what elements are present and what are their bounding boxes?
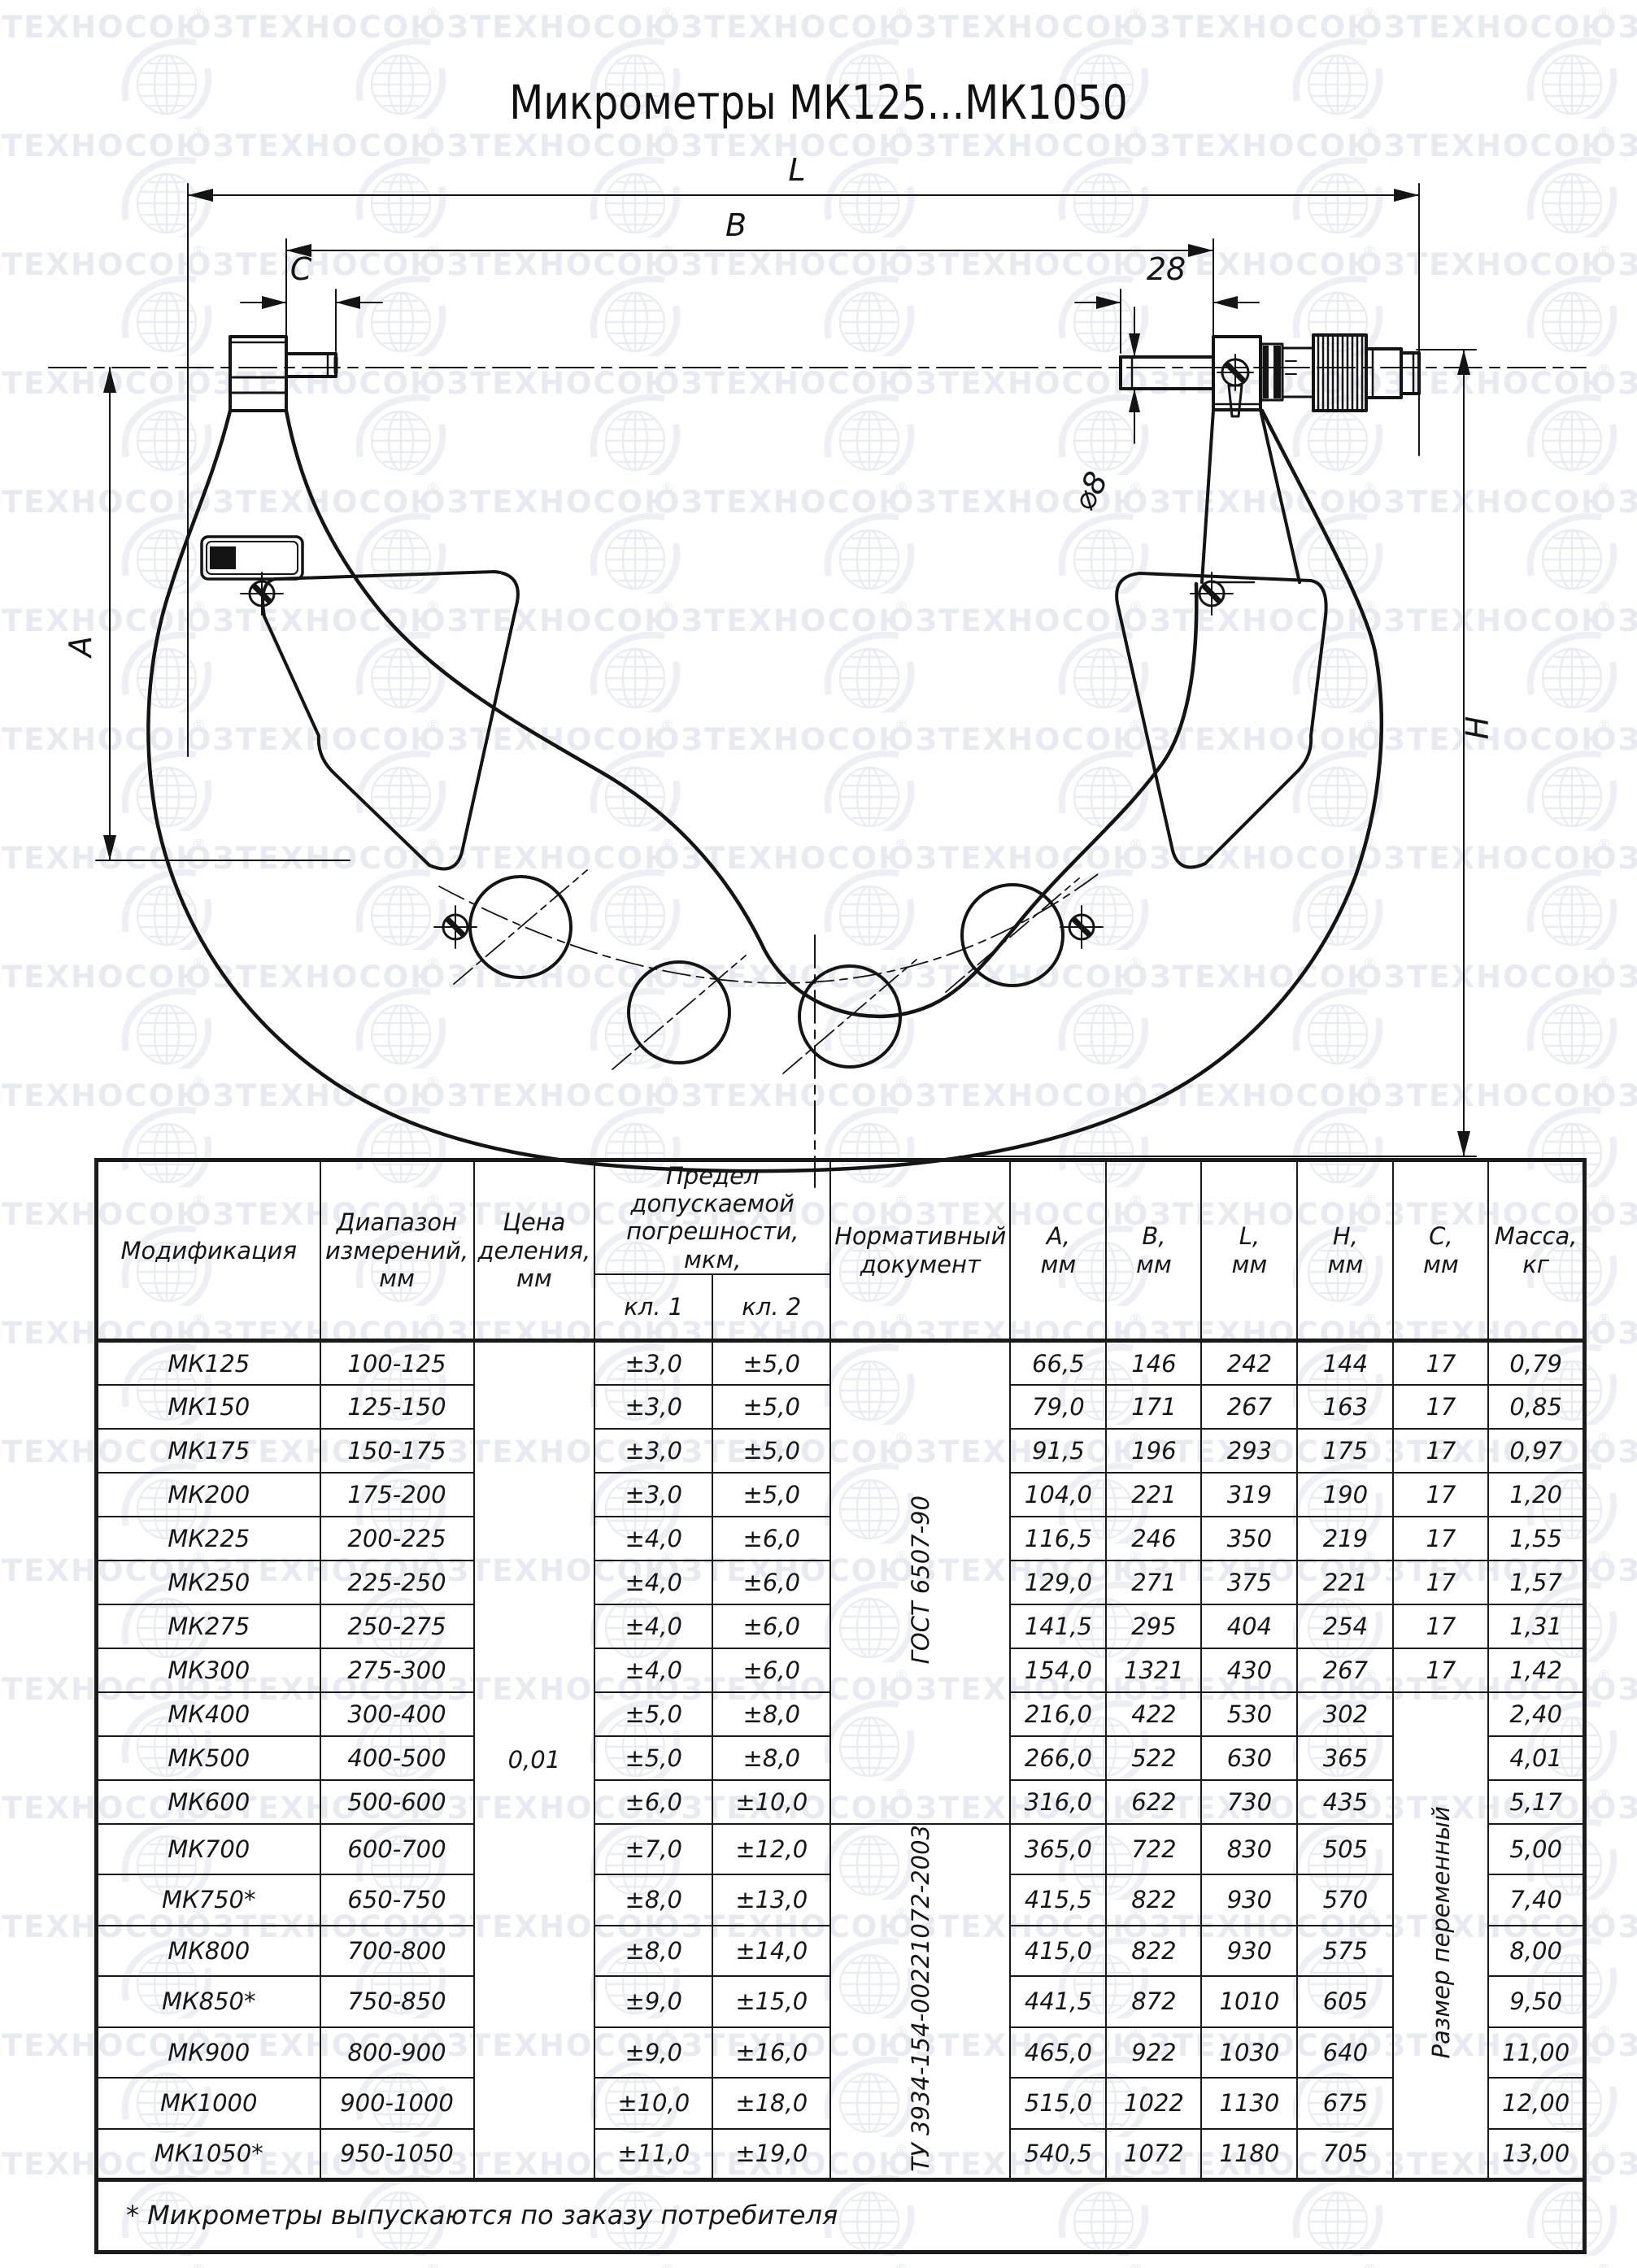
cell-class1: ±5,0 [594, 1736, 712, 1780]
cell-class1: ±7,0 [594, 1824, 712, 1874]
cell-range: 500-600 [320, 1780, 474, 1824]
cell-H: 144 [1297, 1341, 1393, 1385]
cell-class1: ±5,0 [594, 1692, 712, 1736]
cell-H: 190 [1297, 1473, 1393, 1517]
cell-class2: ±5,0 [712, 1341, 830, 1385]
cell-H: 570 [1297, 1874, 1393, 1925]
cell-B: 146 [1106, 1341, 1201, 1385]
cell-class2: ±6,0 [712, 1517, 830, 1561]
cell-H: 575 [1297, 1926, 1393, 1976]
cell-B: 622 [1106, 1780, 1201, 1824]
cell-modification: МК275 [97, 1604, 320, 1648]
cell-range: 225-250 [320, 1561, 474, 1604]
cell-B: 246 [1106, 1517, 1201, 1561]
cell-H: 605 [1297, 1976, 1393, 2026]
cell-B: 922 [1106, 2027, 1201, 2078]
cell-class2: ±5,0 [712, 1473, 830, 1517]
cell-A: 66,5 [1010, 1341, 1106, 1385]
cell-B: 271 [1106, 1561, 1201, 1604]
cell-L: 730 [1201, 1780, 1297, 1824]
cell-A: 266,0 [1010, 1736, 1106, 1780]
cell-B: 422 [1106, 1692, 1201, 1736]
cell-modification: МК225 [97, 1517, 320, 1561]
cell-B: 872 [1106, 1976, 1201, 2026]
cell-L: 530 [1201, 1692, 1297, 1736]
cell-range: 100-125 [320, 1341, 474, 1385]
cell-H: 221 [1297, 1561, 1393, 1604]
table-row [97, 1824, 1585, 1874]
cell-B: 822 [1106, 1926, 1201, 1976]
cell-mass: 0,97 [1488, 1429, 1584, 1473]
cell-B: 822 [1106, 1874, 1201, 1925]
cell-range: 750-850 [320, 1976, 474, 2026]
cell-modification: МК850* [97, 1976, 320, 2026]
cell-range: 650-750 [320, 1874, 474, 1925]
cell-class2: ±6,0 [712, 1648, 830, 1692]
cell-A: 415,5 [1010, 1874, 1106, 1925]
cell-C: 17 [1393, 1385, 1488, 1429]
cell-class2: ±6,0 [712, 1561, 830, 1604]
cell-C: 17 [1393, 1517, 1488, 1561]
cell-H: 175 [1297, 1429, 1393, 1473]
cell-modification: МК1000 [97, 2078, 320, 2128]
spec-table [94, 1158, 1587, 2254]
cell-L: 293 [1201, 1429, 1297, 1473]
cell-A: 365,0 [1010, 1824, 1106, 1874]
dim-label-C: C [290, 251, 312, 287]
cell-range: 900-1000 [320, 2078, 474, 2128]
cell-modification: МК1050* [97, 2129, 320, 2179]
cell-L: 404 [1201, 1604, 1297, 1648]
cell-class2: ±19,0 [712, 2129, 830, 2179]
cell-class2: ±8,0 [712, 1736, 830, 1780]
cell-mass: 0,85 [1488, 1385, 1584, 1429]
cell-L: 1030 [1201, 2027, 1297, 2078]
cell-L: 430 [1201, 1648, 1297, 1692]
cell-mass: 9,50 [1488, 1976, 1584, 2026]
cell-B: 221 [1106, 1473, 1201, 1517]
col-header-A: А, мм [1010, 1160, 1106, 1341]
cell-modification: МК150 [97, 1385, 320, 1429]
cell-class1: ±3,0 [594, 1385, 712, 1429]
cell-class1: ±4,0 [594, 1604, 712, 1648]
cell-C: 17 [1393, 1341, 1488, 1385]
cell-L: 930 [1201, 1926, 1297, 1976]
cell-B: 171 [1106, 1385, 1201, 1429]
cell-class2: ±6,0 [712, 1604, 830, 1648]
cell-class2: ±18,0 [712, 2078, 830, 2128]
col-header-mass: Масса, кг [1488, 1160, 1584, 1341]
cell-modification: МК200 [97, 1473, 320, 1517]
cell-class1: ±4,0 [594, 1561, 712, 1604]
cell-modification: МК125 [97, 1341, 320, 1385]
cell-class1: ±9,0 [594, 2027, 712, 2078]
cell-L: 350 [1201, 1517, 1297, 1561]
cell-mass: 4,01 [1488, 1736, 1584, 1780]
cell-L: 830 [1201, 1824, 1297, 1874]
cell-H: 705 [1297, 2129, 1393, 2179]
cell-L: 630 [1201, 1736, 1297, 1780]
cell-range: 150-175 [320, 1429, 474, 1473]
cell-modification: МК600 [97, 1780, 320, 1824]
cell-B: 295 [1106, 1604, 1201, 1648]
cell-L: 1130 [1201, 2078, 1297, 2128]
cell-C-merged: Размер переменный [1393, 1692, 1488, 2179]
cell-C: 17 [1393, 1429, 1488, 1473]
cell-modification: МК800 [97, 1926, 320, 1976]
cell-class1: ±4,0 [594, 1517, 712, 1561]
cell-modification: МК175 [97, 1429, 320, 1473]
cell-class1: ±3,0 [594, 1429, 712, 1473]
cell-range: 275-300 [320, 1648, 474, 1692]
cell-A: 515,0 [1010, 2078, 1106, 2128]
cell-H: 640 [1297, 2027, 1393, 2078]
cell-class1: ±3,0 [594, 1473, 712, 1517]
cell-mass: 13,00 [1488, 2129, 1584, 2179]
frame-screws [241, 572, 1233, 948]
cell-class1: ±8,0 [594, 1874, 712, 1925]
cell-modification: МК700 [97, 1824, 320, 1874]
cell-range: 800-900 [320, 2027, 474, 2078]
cell-class1: ±10,0 [594, 2078, 712, 2128]
col-header-normative-doc: Нормативный документ [830, 1160, 1010, 1341]
bow-holes [439, 870, 1098, 1073]
cell-doc-gost: ГОСТ 6507-90 [830, 1341, 1010, 1824]
cell-mass: 0,79 [1488, 1341, 1584, 1385]
col-header-class1: кл. 1 [594, 1274, 712, 1341]
cell-price-division: 0,01 [474, 1341, 595, 2179]
cell-L: 319 [1201, 1473, 1297, 1517]
cell-A: 465,0 [1010, 2027, 1106, 2078]
dim-label-28: 28 [1146, 251, 1186, 287]
cell-B: 1072 [1106, 2129, 1201, 2179]
cell-mass: 5,17 [1488, 1780, 1584, 1824]
cell-modification: МК750* [97, 1874, 320, 1925]
cell-range: 700-800 [320, 1926, 474, 1976]
cell-class2: ±5,0 [712, 1385, 830, 1429]
cell-mass: 8,00 [1488, 1926, 1584, 1976]
cell-C: 17 [1393, 1604, 1488, 1648]
col-header-price-division: Цена деления, мм [474, 1160, 595, 1341]
cell-mass: 1,20 [1488, 1473, 1584, 1517]
dimension-lines [96, 184, 1476, 1156]
cell-A: 104,0 [1010, 1473, 1106, 1517]
cell-C: 17 [1393, 1473, 1488, 1517]
micrometer-frame [148, 335, 1419, 1171]
cell-range: 200-225 [320, 1517, 474, 1561]
cell-modification: МК300 [97, 1648, 320, 1692]
col-header-L: L, мм [1201, 1160, 1297, 1341]
table-footnote: * Микрометры выпускаются по заказу потребителя [97, 2179, 1585, 2252]
dim-label-H: H [1460, 716, 1496, 740]
cell-class1: ±11,0 [594, 2129, 712, 2179]
cell-mass: 5,00 [1488, 1824, 1584, 1874]
cell-class2: ±15,0 [712, 1976, 830, 2026]
col-header-B: В, мм [1106, 1160, 1201, 1341]
cell-mass: 2,40 [1488, 1692, 1584, 1736]
cell-A: 415,0 [1010, 1926, 1106, 1976]
cell-mass: 1,42 [1488, 1648, 1584, 1692]
cell-mass: 11,00 [1488, 2027, 1584, 2078]
cell-B: 196 [1106, 1429, 1201, 1473]
cell-modification: МК900 [97, 2027, 320, 2078]
cell-class1: ±3,0 [594, 1341, 712, 1385]
cell-class1: ±8,0 [594, 1926, 712, 1976]
cell-class2: ±8,0 [712, 1692, 830, 1736]
cell-mass: 7,40 [1488, 1874, 1584, 1925]
cell-mass: 1,31 [1488, 1604, 1584, 1648]
cell-class2: ±13,0 [712, 1874, 830, 1925]
cell-H: 365 [1297, 1736, 1393, 1780]
cell-mass: 12,00 [1488, 2078, 1584, 2128]
col-header-range: Диапазон измерений, мм [320, 1160, 474, 1341]
col-header-modification: Модификация [97, 1160, 320, 1341]
cell-class2: ±12,0 [712, 1824, 830, 1874]
cell-H: 254 [1297, 1604, 1393, 1648]
cell-modification: МК500 [97, 1736, 320, 1780]
cell-mass: 1,55 [1488, 1517, 1584, 1561]
cell-A: 216,0 [1010, 1692, 1106, 1736]
cell-L: 267 [1201, 1385, 1297, 1429]
cell-A: 154,0 [1010, 1648, 1106, 1692]
cell-H: 219 [1297, 1517, 1393, 1561]
cell-H: 675 [1297, 2078, 1393, 2128]
cell-modification: МК250 [97, 1561, 320, 1604]
cell-range: 300-400 [320, 1692, 474, 1736]
cell-L: 1010 [1201, 1976, 1297, 2026]
table-row [97, 1341, 1585, 1385]
cell-range: 125-150 [320, 1385, 474, 1429]
cell-A: 316,0 [1010, 1780, 1106, 1824]
cell-A: 116,5 [1010, 1517, 1106, 1561]
cell-range: 250-275 [320, 1604, 474, 1648]
cell-H: 302 [1297, 1692, 1393, 1736]
dim-label-L: L [788, 152, 806, 188]
cell-A: 441,5 [1010, 1976, 1106, 2026]
cell-doc-tu: ТУ 3934-154-00221072-2003 [830, 1824, 1010, 2179]
cell-L: 375 [1201, 1561, 1297, 1604]
cell-A: 129,0 [1010, 1561, 1106, 1604]
spec-table-wrap [94, 1158, 1587, 2254]
cell-class1: ±9,0 [594, 1976, 712, 2026]
col-header-class2: кл. 2 [712, 1274, 830, 1341]
cell-class2: ±5,0 [712, 1429, 830, 1473]
cell-modification: МК400 [97, 1692, 320, 1736]
cell-B: 1022 [1106, 2078, 1201, 2128]
cell-class2: ±10,0 [712, 1780, 830, 1824]
cell-range: 950-1050 [320, 2129, 474, 2179]
dim-label-dia8: ⌀8 [1065, 465, 1115, 517]
dim-label-B: B [725, 207, 747, 243]
col-header-tolerance: Предел допускаемой погрешности, мкм, [594, 1160, 830, 1274]
cell-H: 505 [1297, 1824, 1393, 1874]
dim-label-A: A [63, 636, 98, 657]
cell-A: 540,5 [1010, 2129, 1106, 2179]
cell-class2: ±14,0 [712, 1926, 830, 1976]
cell-B: 522 [1106, 1736, 1201, 1780]
cell-A: 91,5 [1010, 1429, 1106, 1473]
cell-class1: ±6,0 [594, 1780, 712, 1824]
cell-C: 17 [1393, 1648, 1488, 1692]
col-header-H: Н, мм [1297, 1160, 1393, 1341]
cell-A: 79,0 [1010, 1385, 1106, 1429]
cell-H: 267 [1297, 1648, 1393, 1692]
cell-mass: 1,57 [1488, 1561, 1584, 1604]
col-header-C: С, мм [1393, 1160, 1488, 1341]
cell-B: 1321 [1106, 1648, 1201, 1692]
cell-H: 435 [1297, 1780, 1393, 1824]
cell-range: 400-500 [320, 1736, 474, 1780]
cell-H: 163 [1297, 1385, 1393, 1429]
cell-B: 722 [1106, 1824, 1201, 1874]
cell-C: 17 [1393, 1561, 1488, 1604]
cell-class2: ±16,0 [712, 2027, 830, 2078]
cell-class1: ±4,0 [594, 1648, 712, 1692]
cell-range: 175-200 [320, 1473, 474, 1517]
cell-L: 1180 [1201, 2129, 1297, 2179]
page-title: Микрометры МК125...МК1050 [509, 75, 1128, 130]
cell-range: 600-700 [320, 1824, 474, 1874]
cell-L: 930 [1201, 1874, 1297, 1925]
cell-L: 242 [1201, 1341, 1297, 1385]
cell-A: 141,5 [1010, 1604, 1106, 1648]
